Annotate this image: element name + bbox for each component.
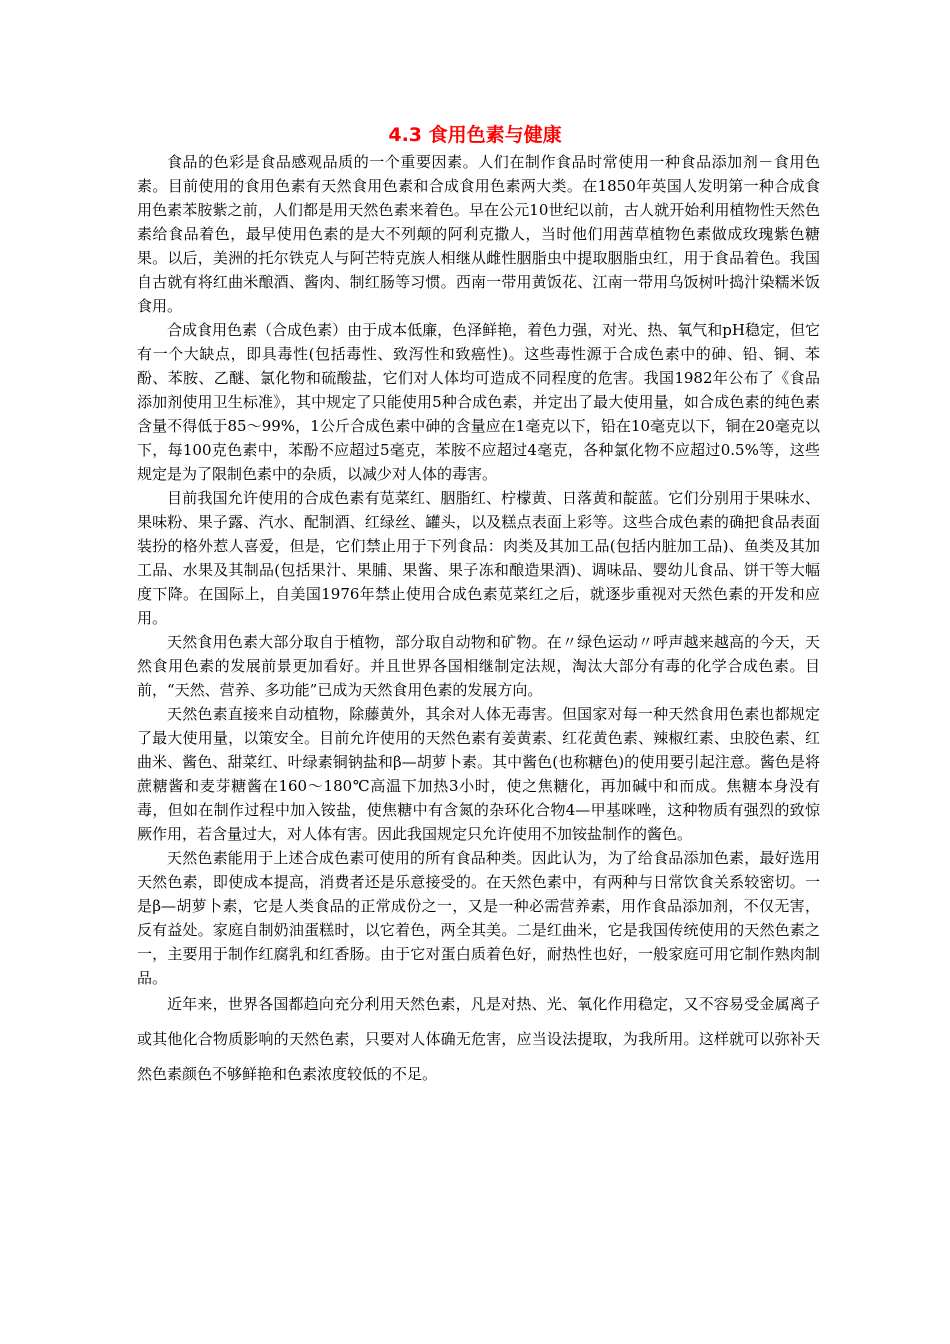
paragraph-intro: 食品的色彩是食品感观品质的一个重要因素。人们在制作食品时常使用一种食品添加剂－食用色素。目前使用的食用色素有天然食用色素和合成食用色素两大类。在1850年英国人发明第一种合成食用色素苯胺紫之前，人们都是用天然色素来着色。早在公元10世纪以前，古人就开始利用植物性天然色素给食品着色，最早使用色素的是大不列颠的阿利克撒人，当时他们用茜草植物色素做成玫瑰紫色糖果。以后，美洲的托尔铁克人与阿芒特克族人相继从雌性胭脂虫中提取胭脂虫红，用于食品着色。我国自古就有将红曲米酿酒、酱肉、制红肠等习惯。西南一带用黄饭花、江南一带用乌饭树叶捣汁染糯米饭食用。 [137,153,820,315]
paragraph-natural-colorants: 天然食用色素大部分取自于植物，部分取自动物和矿物。在〃绿色运动〃呼声越来越高的今天，天然食用色素的发展前景更加看好。并且世界各国相继制定法规，淘汰大部分有毒的化学合成色素。目前，“天然、营养、多功能”已成为天然食用色素的发展方向。 [137,633,820,699]
document-body [137,150,820,1092]
paragraph-natural-usage: 天然色素能用于上述合成色素可使用的所有食品种类。因此认为，为了给食品添加色素，最好选用天然色素，即使成本提高，消费者还是乐意接受的。在天然色素中，有两种与日常饮食关系较密切。一是β—胡萝卜素，它是人类食品的正常成份之一，又是一种必需营养素，用作食品添加剂，不仅无害，反有益处。家庭自制奶油蛋糕时，以它着色，两全其美。二是红曲米，它是我国传统使用的天然色素之一，主要用于制作红腐乳和红香肠。由于它对蛋白质着色好，耐热性也好，一般家庭可用它制作熟肉制品。 [137,849,820,987]
paragraph-permitted-synthetic: 目前我国允许使用的合成色素有苋菜红、胭脂红、柠檬黄、日落黄和靛蓝。它们分别用于果味水、果味粉、果子露、汽水、配制酒、红绿丝、罐头，以及糕点表面上彩等。这些合成色素的确把食品表面装扮的格外惹人喜爱，但是，它们禁止用于下列食品：肉类及其加工品(包括内脏加工品)、鱼类及其加工品、水果及其制品(包括果汁、果脯、果酱、果子冻和酿造果酒)、调味品、婴幼儿食品、饼干等大幅度下降。在国际上，自美国1976年禁止使用合成色素苋菜红之后，就逐步重视对天然色素的开发和应用。 [137,489,820,627]
page-title: 4.3 食用色素与健康 [388,124,562,146]
paragraph-synthetic-colorants: 合成食用色素（合成色素）由于成本低廉，色泽鲜艳，着色力强，对光、热、氧气和pH稳定，但它有一个大缺点，即具毒性(包括毒性、致泻性和致癌性)。这些毒性源于合成色素中的砷、铅、铜、苯酚、苯胺、乙醚、氯化物和硫酸盐，它们对人体均可造成不同程度的危害。我国1982年公布了《食品添加剂使用卫生标准》，其中规定了只能使用5种合成色素，并定出了最大使用量，如合成色素的纯色素含量不得低于85～99%，1公斤合成色素中砷的含量应在1毫克以下，铅在10毫克以下，铜在20毫克以下，每100克色素中，苯酚不应超过5毫克，苯胺不应超过4毫克，各种氯化物不应超过0.5%等，这些规定是为了限制色素中的杂质，以减少对人体的毒害。 [137,321,820,483]
paragraph-natural-safety: 天然色素直接来自动植物，除藤黄外，其余对人体无毒害。但国家对每一种天然食用色素也都规定了最大使用量，以策安全。目前允许使用的天然色素有姜黄素、红花黄色素、辣椒红素、虫胶色素、红曲米、酱色、甜菜红、叶绿素铜钠盐和β—胡萝卜素。其中酱色(也称糖色)的使用要引起注意。酱色是将蔗糖酱和麦芽糖酱在160～180℃高温下加热3小时，使之焦糖化，再加碱中和而成。焦糖本身没有毒，但如在制作过程中加入铵盐，使焦糖中有含氮的杂环化合物4—甲基咪唑，这种物质有强烈的致惊厥作用，若含量过大，对人体有害。因此我国规定只允许使用不加铵盐制作的酱色。 [137,705,820,843]
paragraph-conclusion: 近年来，世界各国都趋向充分利用天然色素，凡是对热、光、氧化作用稳定，又不容易受金属离子或其他化合物质影响的天然色素，只要对人体确无危害，应当设法提取，为我所用。这样就可以弥补天然色素颜色不够鲜艳和色素浓度较低的不足。 [137,995,820,1083]
